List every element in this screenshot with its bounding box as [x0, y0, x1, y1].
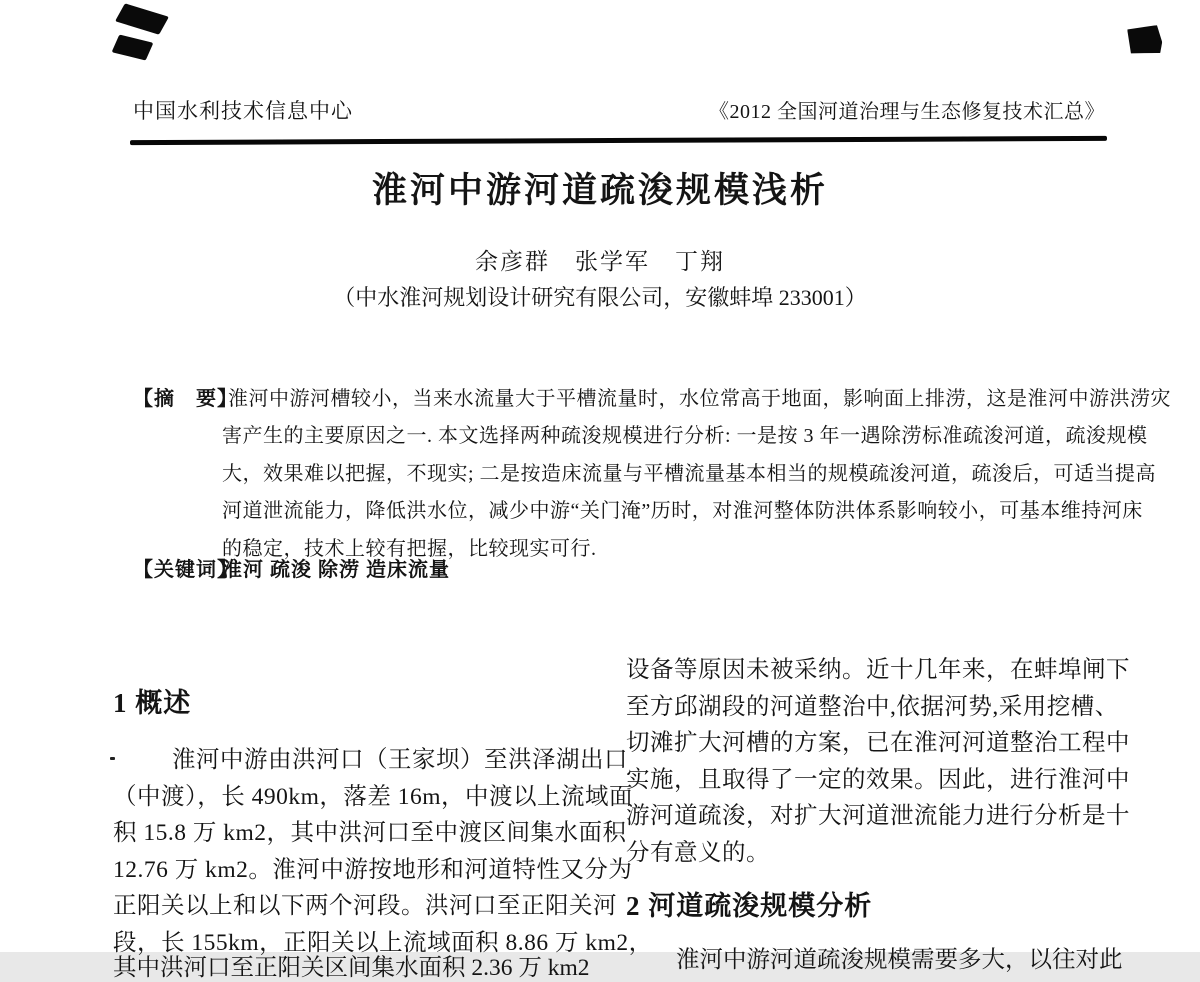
right-column-clipped-line: 淮河中游河道疏浚规模需要多大，以往对此	[676, 947, 1123, 973]
body-line: 游河道疏浚，对扩大河道泄流能力进行分析是十	[626, 803, 1130, 829]
abstract-line: 河道泄流能力，降低洪水位，减少中游“关门淹”历时，对淮河整体防洪体系影响较小，可基本维持河床	[222, 500, 1143, 523]
body-line: （中渡），长 490km，落差 16m，中渡以上流域面	[113, 783, 634, 810]
header-rule	[130, 136, 1107, 145]
abstract-block	[222, 382, 1171, 569]
body-line: 设备等原因未被采纳。近十几年来，在蚌埠闸下	[626, 657, 1130, 683]
body-line: 分有意义的。	[626, 839, 770, 866]
header-publication-title: 《2012 全国河道治理与生态修复技术汇总》	[709, 101, 1105, 123]
body-line: 至方邱湖段的河道整治中,依据河势,采用挖槽、	[626, 693, 1119, 720]
scan-artifact-top-left-1	[115, 3, 169, 34]
body-line: 段，长 155km，正阳关以上流域面积 8.86 万 km2，	[113, 929, 653, 956]
body-line: 切滩扩大河槽的方案，已在淮河河道整治工程中	[626, 730, 1130, 756]
body-line: 实施，且取得了一定的效果。因此，进行淮河中	[626, 766, 1130, 793]
body-line: 12.76 万 km2。淮河中游按地形和河道特性又分为	[113, 856, 633, 883]
abstract-line: 害产生的主要原因之一. 本文选择两种疏浚规模进行分析: 一是按 3 年一遇除涝标准疏浚河道，疏浚规模	[222, 425, 1148, 448]
left-column-clipped-line: 其中洪河口至正阳关区间集水面积 2.36 万 km2	[113, 955, 590, 981]
header-issuer: 中国水利技术信息中心	[133, 99, 353, 123]
abstract-line: 淮河中游河槽较小，当来水流量大于平槽流量时，水位常高于地面，影响面上排涝，这是淮河中游洪涝灾	[228, 388, 1171, 410]
article-authors: 余彦群 张学军 丁翔	[475, 249, 725, 274]
right-column	[626, 650, 1130, 869]
article-affiliation: （中水淮河规划设计研究有限公司，安徽蚌埠 233001）	[333, 285, 867, 310]
abstract-line: 的稳定，技术上较有把握，比较现实可行.	[222, 537, 597, 560]
keywords-label: 【关键词】	[133, 559, 238, 581]
body-line: 积 15.8 万 km2，其中洪河口至中渡区间集水面积	[113, 820, 627, 846]
section-heading-2: 2 河道疏浚规模分析	[626, 891, 873, 921]
scan-artifact-top-left-2	[112, 34, 154, 60]
article-title: 淮河中游河道疏浚规模浅析	[371, 171, 828, 210]
section-heading-1: 1 概述	[113, 688, 192, 718]
abstract-label: 【摘 要】	[133, 388, 238, 410]
scan-artifact-top-right	[1127, 25, 1163, 55]
body-line: 淮河中游由洪河口（王家坝）至洪泽湖出口	[172, 747, 628, 773]
left-column	[113, 740, 653, 959]
abstract-line: 大，效果难以把握，不现实; 二是按造床流量与平槽流量基本相当的规模疏浚河道，疏浚后，可适当提高	[222, 462, 1157, 485]
body-line: 正阳关以上和以下两个河段。洪河口至正阳关河	[113, 893, 617, 919]
keywords-text: 淮河 疏浚 除涝 造床流量	[222, 559, 450, 581]
